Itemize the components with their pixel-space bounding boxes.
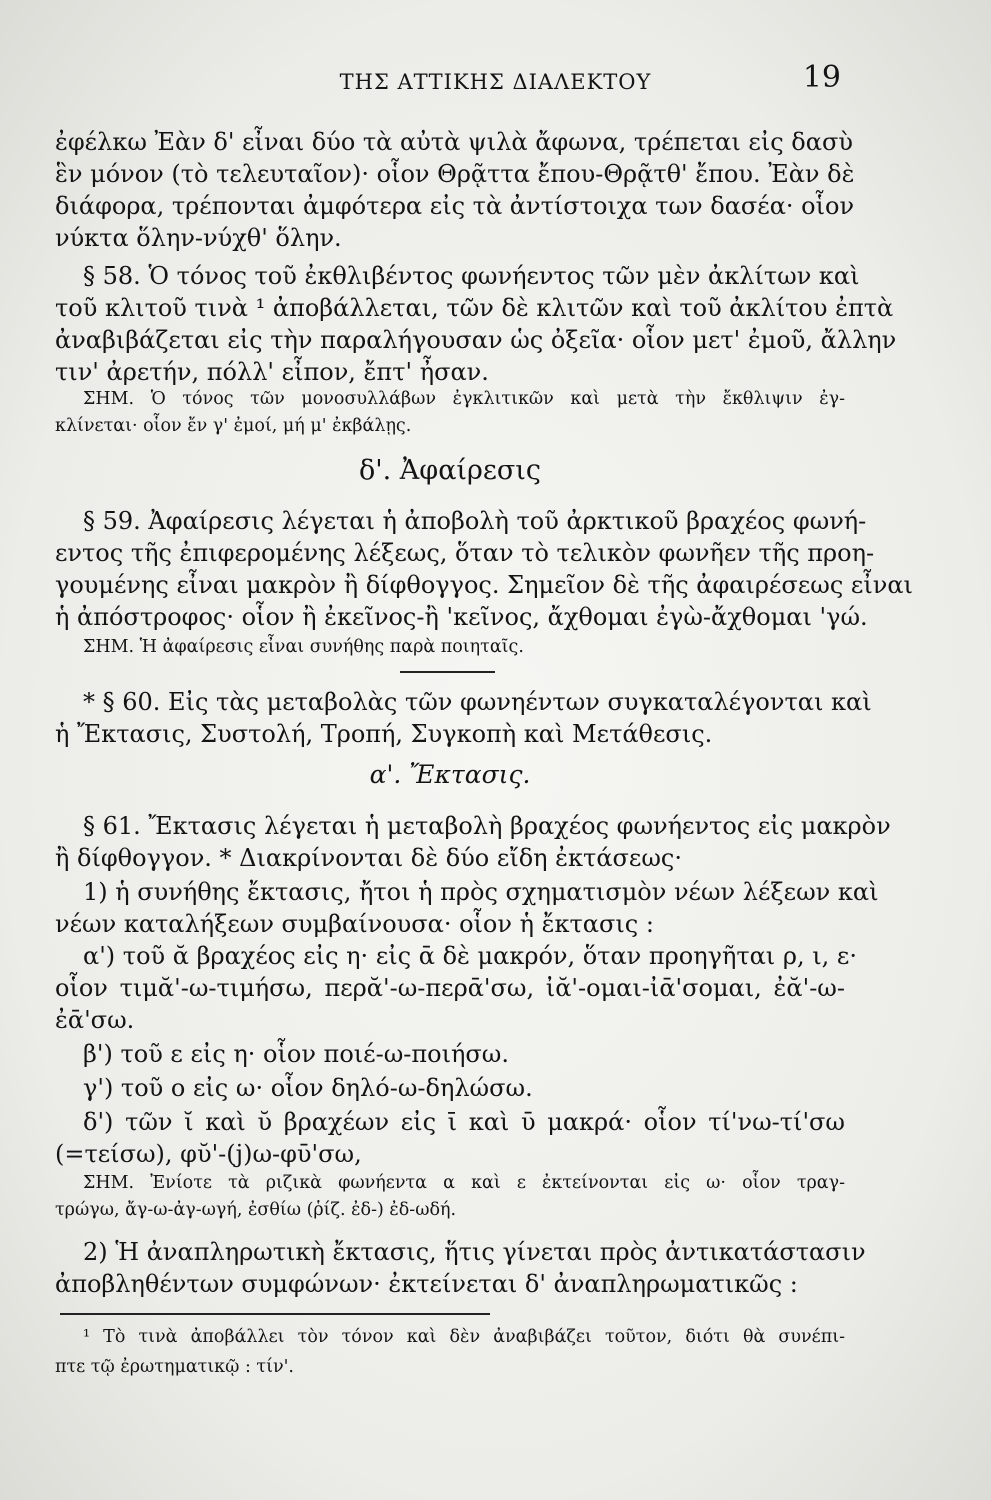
- text-line: εντος τῆς ἐπιφερομένης λέξεως, ὅταν τὸ τελικὸν φωνῆεν τῆς προη-: [55, 539, 875, 567]
- footnote: [55, 1322, 845, 1382]
- note-58: [55, 386, 845, 440]
- text-line: κλίνεται· οἷον ἔν γ' ἐμοί, μή μ' ἐκβάλῃς.: [55, 416, 412, 436]
- text-line: 2) Ἡ ἀναπληρωτικὴ ἔκτασις, ἥτις γίνεται πρὸς ἀντικατάστασιν: [83, 1238, 866, 1266]
- text-line: γουμένης εἶναι μακρὸν ἢ δίφθογγος. Σημεῖον δὲ τῆς ἀφαιρέσεως εἶναι: [55, 571, 913, 599]
- paragraph-ephelko: [55, 126, 855, 254]
- text-line: γ') τοῦ ο εἰς ω· οἷον δηλό-ω-δηλώσω.: [83, 1074, 533, 1102]
- section-heading-ektasis: α'. Ἔκτασις.: [369, 760, 531, 789]
- note-61: [55, 1170, 845, 1224]
- text-line: ἀναβιβάζεται εἰς τὴν παραλήγουσαν ὡς ὀξεῖα· οἷον μετ' ἐμοῦ, ἄλλην: [55, 326, 897, 354]
- divider: [400, 671, 495, 673]
- text-line: * § 60. Εἰς τὰς μεταβολὰς τῶν φωνηέντων συγκαταλέγονται καὶ: [83, 688, 872, 716]
- text-line: ΣΗΜ. Ἐνίοτε τὰ ριζικὰ φωνήεντα α καὶ ε ἐκτείνονται εἰς ω· οἷον τραγ-: [83, 1173, 845, 1193]
- text-line: ἐφέλκω Ἐὰν δ' εἶναι δύο τὰ αὐτὰ ψιλὰ ἄφωνα, τρέπεται εἰς δασὺ: [55, 128, 853, 156]
- text-line: πτε τῷ ἐρωτηματικῷ : τίν'.: [55, 1357, 294, 1377]
- paragraph-ektasis-1: [55, 876, 879, 940]
- text-line: οἷον τιμᾰ'-ω-τιμήσω, περᾰ'-ω-περᾱ'σω, ἰᾰ'-ομαι-ἰᾱ'σομαι, ἐᾰ'-ω-: [55, 974, 845, 1002]
- note-59: [55, 634, 845, 661]
- text-line: διάφορα, τρέπονται ἀμφότερα εἰς τὰ ἀντίστοιχα των δασέα· οἷον: [55, 192, 855, 220]
- text-line: ἡ ἀπόστροφος· οἷον ἢ ἐκεῖνος-ἢ 'κεῖνος, ἄχθομαι ἐγὼ-ἄχθομαι 'γώ.: [55, 603, 868, 631]
- text-line: ἢ δίφθογγον. * Διακρίνονται δὲ δύο εἴδη ἐκτάσεως·: [55, 844, 682, 872]
- running-head: ΤΗΣ ΑΤΤΙΚΗΣ ΔΙΑΛΕΚΤΟΥ: [339, 70, 652, 94]
- paragraph-ektasis-2: [55, 1236, 866, 1300]
- text-line: ἓν μόνον (τὸ τελευταῖον)· οἷον Θρᾷττα ἔπου-Θρᾷτθ' ἔπου. Ἐὰν δὲ: [55, 160, 855, 188]
- text-line: τοῦ κλιτοῦ τινὰ ¹ ἀποβάλλεται, τῶν δὲ κλιτῶν καὶ τοῦ ἀκλίτου ἐπτὰ: [55, 294, 894, 322]
- text-line: τιν' ἀρετήν, πόλλ' εἶπον, ἔπτ' ἦσαν.: [55, 358, 489, 386]
- text-line: (=τείσω), φῠ'-(j)ω-φῡ'σω,: [55, 1140, 362, 1168]
- text-line: ΣΗΜ. Ὁ τόνος τῶν μονοσυλλάβων ἐγκλιτικῶν καὶ μετὰ τὴν ἔκθλιψιν ἐγ-: [83, 389, 845, 409]
- text-line: νέων καταλήξεων συμβαίνουσα· οἷον ἡ ἔκτασις :: [55, 910, 654, 938]
- text-line: § 59. Ἀφαίρεσις λέγεται ἡ ἀποβολὴ τοῦ ἀρκτικοῦ βραχέος φωνή-: [83, 507, 867, 535]
- text-line: § 58. Ὁ τόνος τοῦ ἐκθλιβέντος φωνήεντος τῶν μὲν ἀκλίτων καὶ: [83, 262, 860, 290]
- text-line: § 61. Ἔκτασις λέγεται ἡ μεταβολὴ βραχέος φωνήεντος εἰς μακρὸν: [83, 812, 891, 840]
- paragraph-59: [55, 505, 913, 633]
- section-heading-aphairesis: δ'. Ἀφαίρεσις: [358, 455, 542, 486]
- text-line: ἀποβληθέντων συμφώνων· ἐκτείνεται δ' ἀναπληρωματικῶς :: [55, 1270, 798, 1298]
- paragraph-58: [55, 260, 897, 388]
- text-line: ἐᾱ'σω.: [55, 1006, 135, 1034]
- text-line: 1) ἡ συνήθης ἔκτασις, ἤτοι ἡ πρὸς σχηματισμὸν νέων λέξεων καὶ: [83, 878, 879, 906]
- footnote-rule: [60, 1313, 490, 1315]
- text-line: δ') τῶν ῐ καὶ ῠ βραχέων εἰς ῑ καὶ ῡ μακρά· οἷον τί'νω-τί'σω: [83, 1108, 845, 1136]
- text-line: β') τοῦ ε εἰς η· οἷον ποιέ-ω-ποιήσω.: [83, 1040, 509, 1068]
- item-beta: [55, 1038, 845, 1070]
- text-line: νύκτα ὅλην-νύχθ' ὅλην.: [55, 224, 342, 252]
- text-line: τρώγω, ἄγ-ω-ἀγ-ωγή, ἐσθίω (ῥίζ. ἐδ-) ἐδ-ωδή.: [55, 1200, 457, 1220]
- text-line: ¹ Τὸ τινὰ ἀποβάλλει τὸν τόνον καὶ δὲν ἀναβιβάζει τοῦτον, διότι θὰ συνέπι-: [83, 1327, 845, 1347]
- item-delta: [55, 1106, 845, 1170]
- paragraph-60: [55, 686, 872, 750]
- text-line: ΣΗΜ. Ἡ ἀφαίρεσις εἶναι συνήθης παρὰ ποιηταῖς.: [83, 637, 524, 657]
- page-number: 19: [802, 60, 841, 95]
- item-gamma: [55, 1072, 845, 1104]
- paragraph-61: [55, 810, 891, 874]
- text-line: ἡ Ἔκτασις, Συστολή, Τροπή, Συγκοπὴ καὶ Μετάθεσις.: [55, 720, 713, 748]
- item-alpha: [55, 940, 857, 1036]
- text-line: α') τοῦ ᾰ βραχέος εἰς η· εἰς ᾱ δὲ μακρόν, ὅταν προηγῆται ρ, ι, ε·: [83, 942, 857, 970]
